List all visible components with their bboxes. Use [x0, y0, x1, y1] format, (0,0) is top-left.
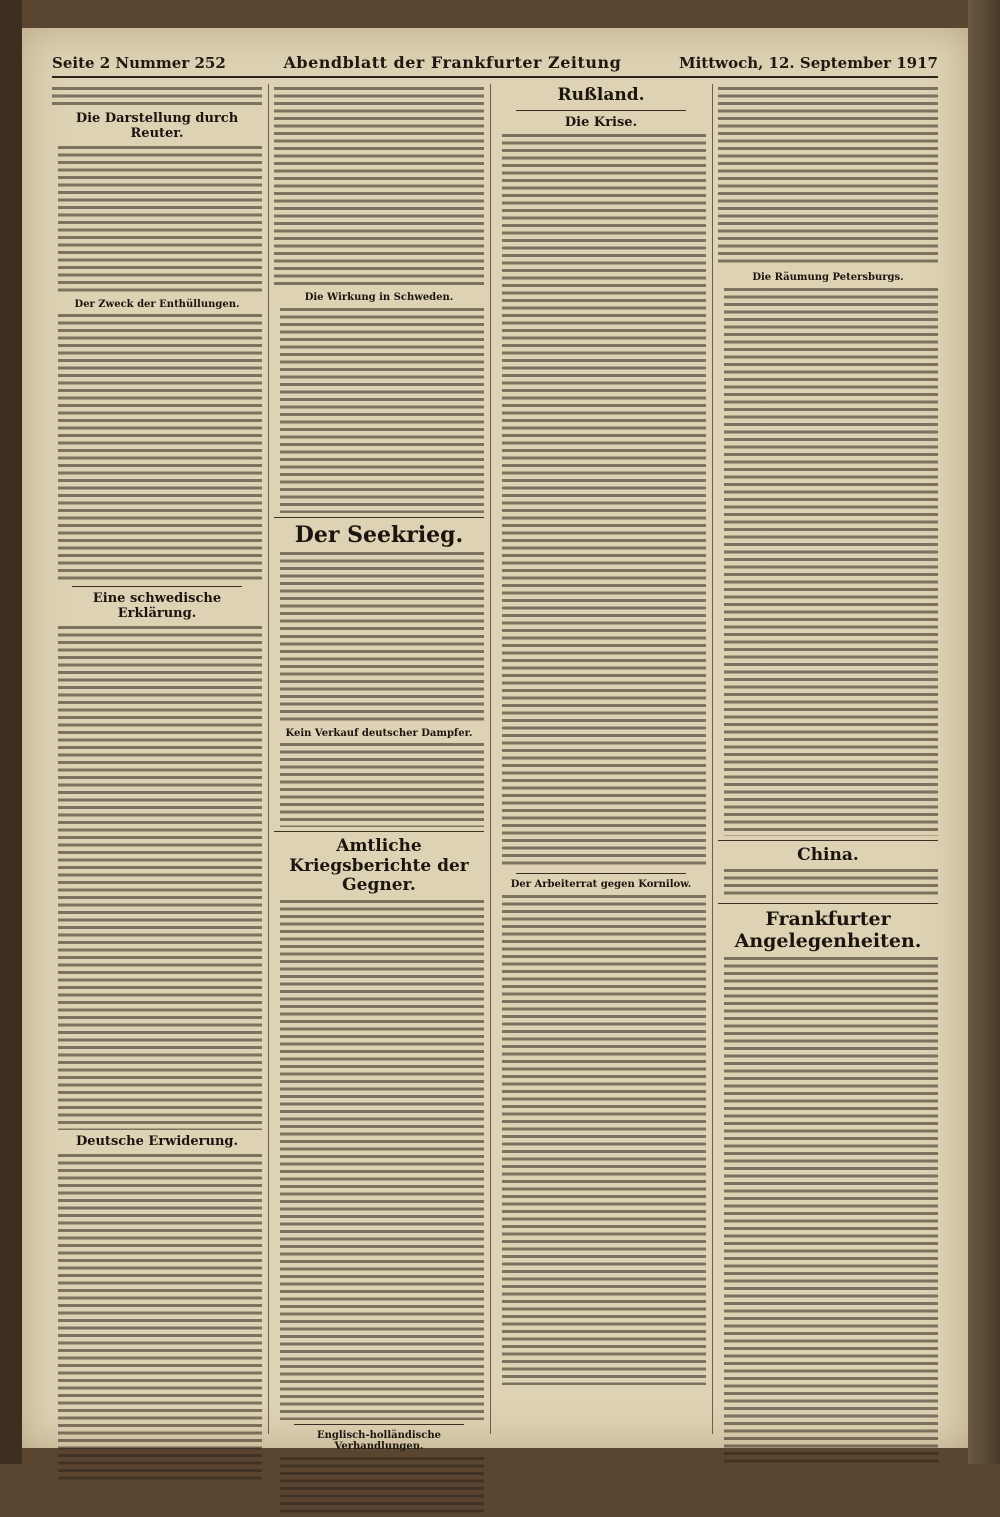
- headline-russland: Rußland.: [557, 85, 645, 105]
- divider: [294, 1424, 464, 1425]
- column-rule: [712, 84, 713, 1434]
- text-block: [724, 957, 938, 1467]
- headline-arbeiterrat: Der Arbeiterrat gegen Kornilow.: [510, 879, 692, 891]
- divider: [274, 517, 484, 518]
- text-block: [724, 869, 938, 899]
- text-block: [502, 134, 706, 869]
- divider: [718, 840, 938, 841]
- column-3: [496, 84, 706, 1434]
- divider: [718, 903, 938, 904]
- text-block: [280, 552, 484, 632]
- text-block: [280, 743, 484, 827]
- text-block: [58, 1154, 262, 1482]
- text-block: [280, 1457, 484, 1517]
- text-block: [724, 288, 938, 836]
- headline-raeumung: Die Räumung Petersburgs.: [752, 272, 904, 283]
- newspaper-title: Abendblatt der Frankfurter Zeitung: [283, 53, 622, 72]
- page-number: Seite 2 Nummer 252: [52, 54, 226, 72]
- divider: [274, 831, 484, 832]
- text-block: [280, 900, 484, 1420]
- divider: [72, 586, 242, 587]
- headline-china: China.: [797, 844, 859, 865]
- text-block: [52, 87, 262, 107]
- headline-frankfurter: Frankfurter Angelegenheiten.: [734, 908, 922, 952]
- page-edge: [968, 0, 1000, 1464]
- headline-englisch: Englisch-holländische Verhandlungen.: [316, 1429, 442, 1453]
- masthead: [52, 46, 938, 78]
- column-rule: [490, 84, 491, 1434]
- text-block: [502, 895, 706, 1385]
- column-rule: [268, 84, 269, 1434]
- column-1: [52, 84, 262, 1434]
- text-block: [280, 635, 484, 723]
- headline-wirkung: Die Wirkung in Schweden.: [304, 292, 454, 303]
- book-binding: [0, 0, 22, 1464]
- column-4: [718, 84, 938, 1434]
- text-block: [58, 626, 262, 1130]
- text-block: [274, 87, 484, 287]
- headline-verkauf: Kein Verkauf deutscher Dampfer.: [285, 727, 473, 739]
- text-block: [58, 146, 262, 294]
- column-2: [274, 84, 484, 1453]
- newspaper-page: [22, 28, 968, 1453]
- headline-seekrieg: Der Seekrieg.: [294, 521, 464, 548]
- text-block: [58, 314, 262, 582]
- text-block: [280, 308, 484, 513]
- headline-deutsche: Deutsche Erwiderung.: [75, 1134, 239, 1150]
- divider: [516, 110, 686, 111]
- headline-reuter: Die Darstellung durch Reuter.: [75, 111, 239, 141]
- headline-amtliche: Amtliche Kriegsberichte der Gegner.: [289, 836, 469, 896]
- divider: [516, 873, 686, 874]
- headline-krise: Die Krise.: [564, 114, 638, 130]
- text-block: [718, 87, 938, 267]
- headline-zweck: Der Zweck der Enthüllungen.: [74, 298, 240, 310]
- headline-schwedisch: Eine schwedische Erklärung.: [92, 591, 222, 622]
- issue-date: Mittwoch, 12. September 1917: [679, 54, 938, 72]
